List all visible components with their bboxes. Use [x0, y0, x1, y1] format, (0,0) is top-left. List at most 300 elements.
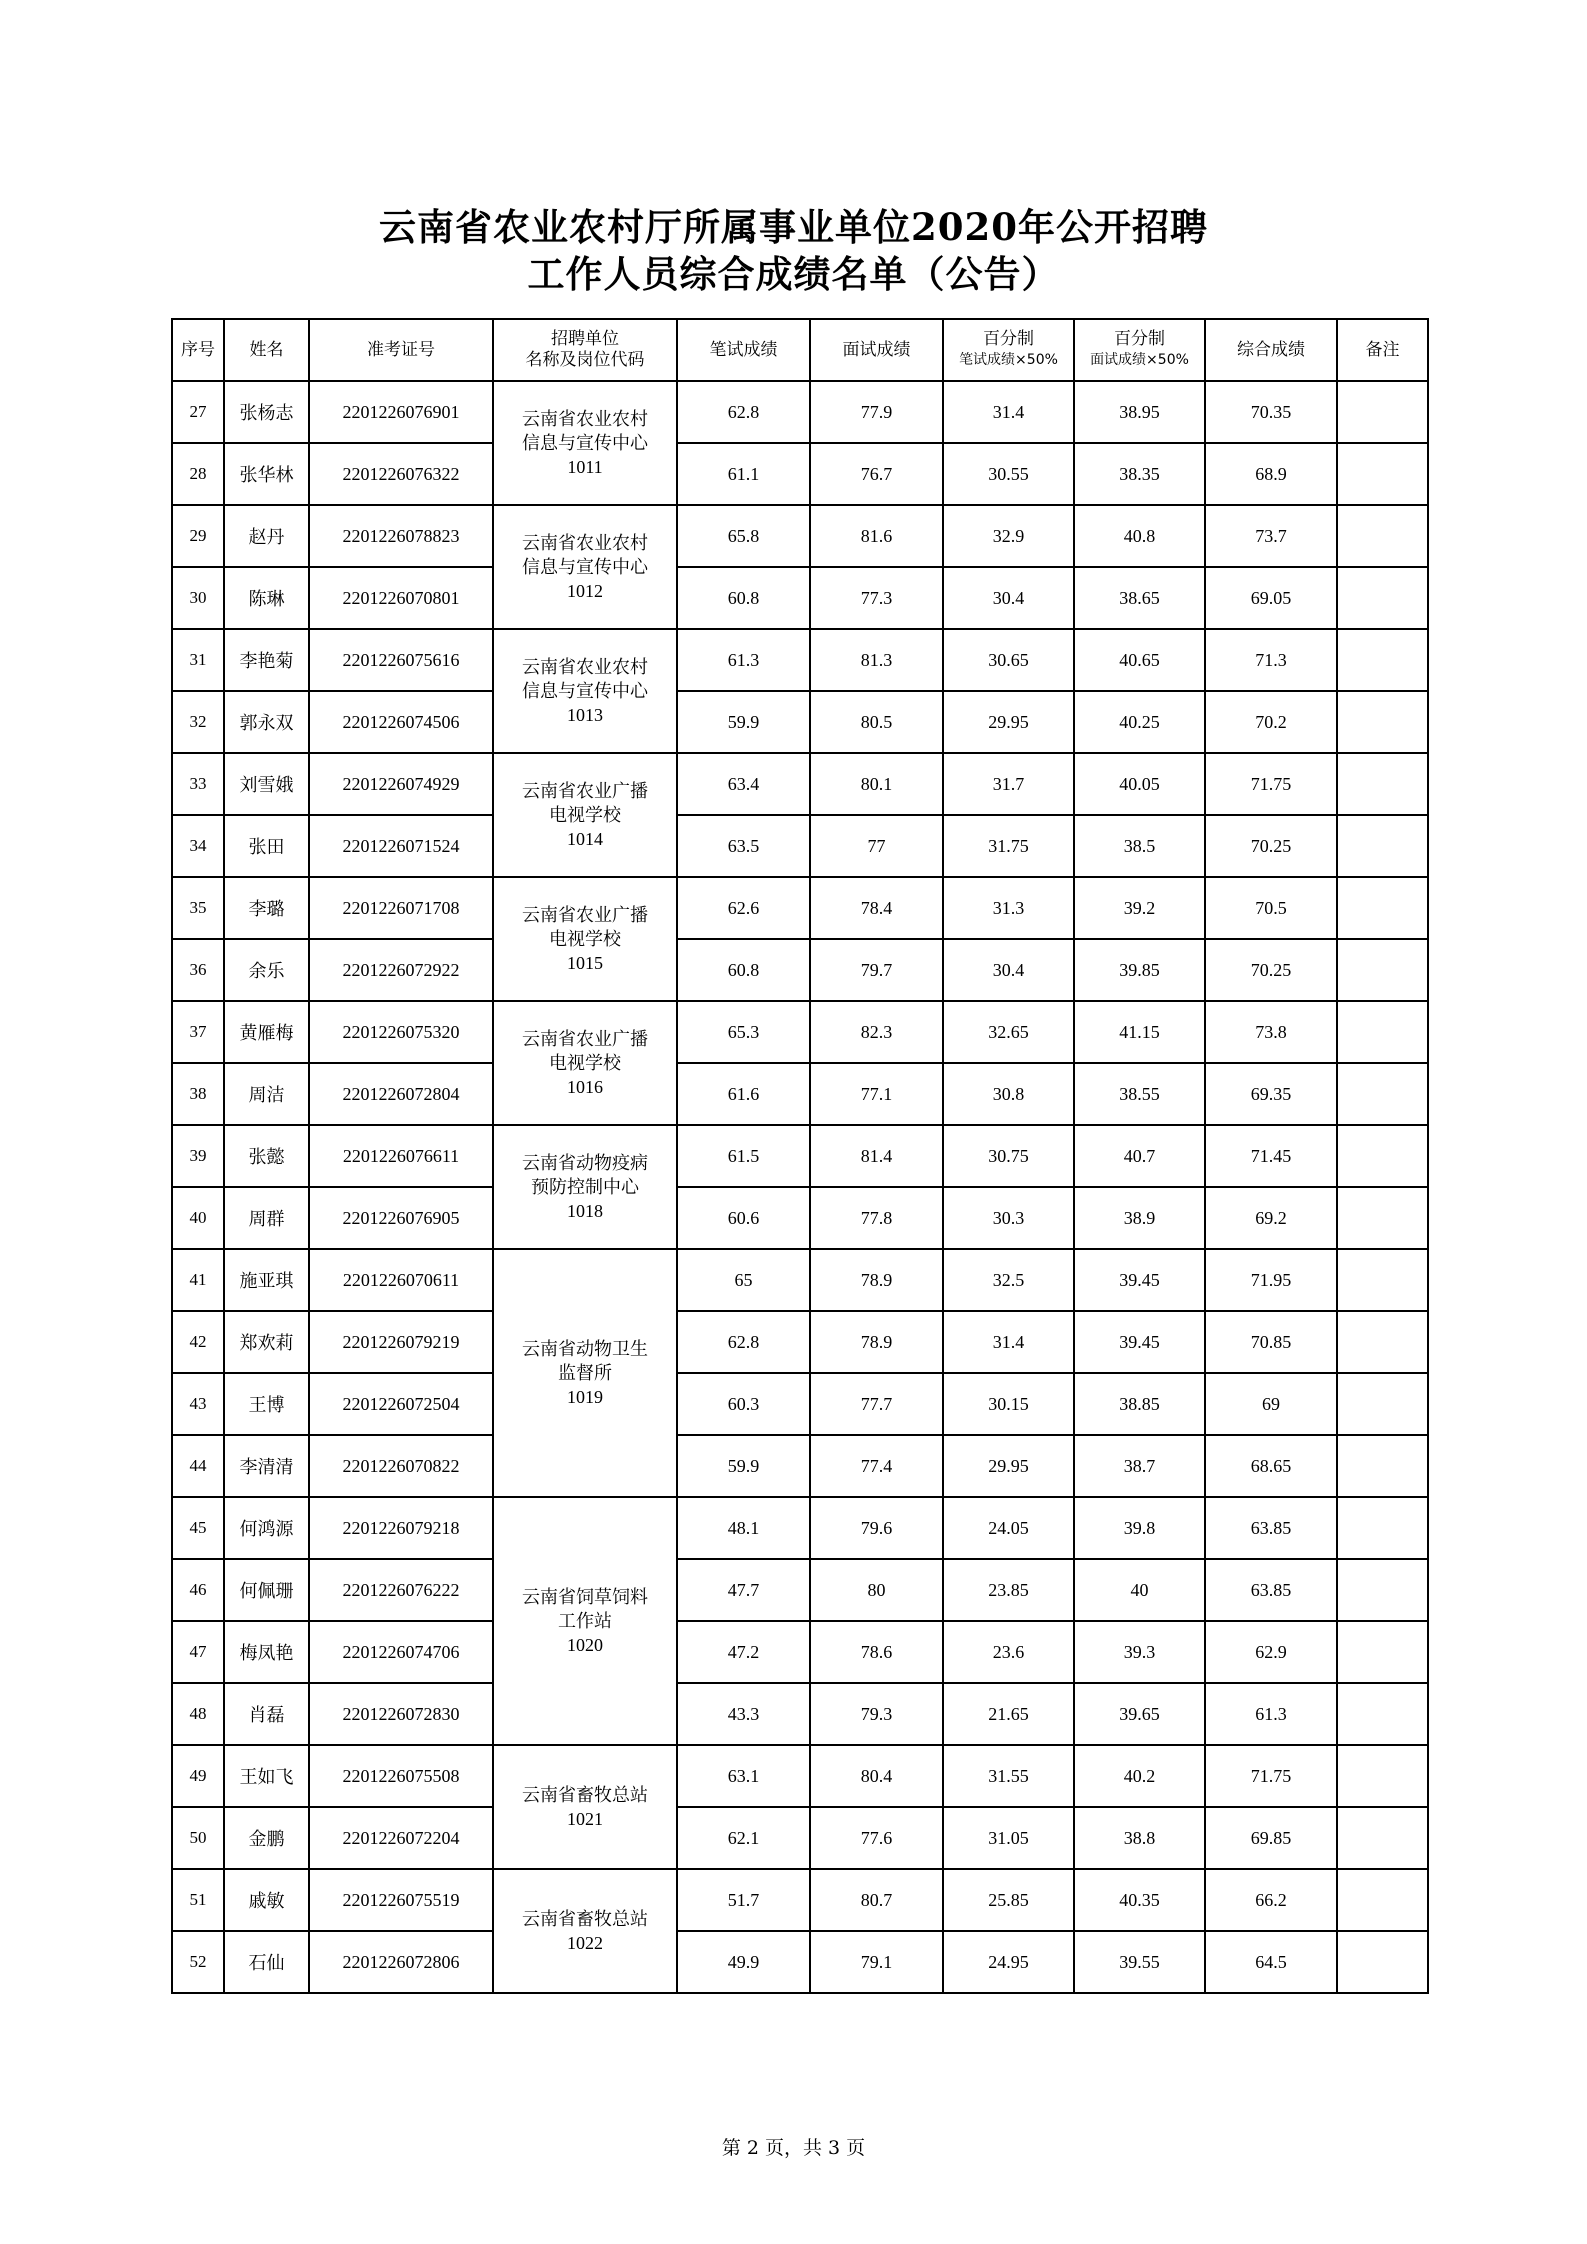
total-score-cell: 70.25 [1205, 939, 1337, 1001]
total-score-cell: 73.7 [1205, 505, 1337, 567]
total-score-cell: 71.75 [1205, 1745, 1337, 1807]
total-score-cell: 68.65 [1205, 1435, 1337, 1497]
written-pct-cell: 30.65 [943, 629, 1074, 691]
unit-line: 云南省农业广播 [522, 1029, 648, 1049]
exam-no-cell: 2201226076901 [309, 381, 493, 443]
written-pct-cell: 30.15 [943, 1373, 1074, 1435]
interview-score-cell: 81.3 [810, 629, 943, 691]
seq-cell: 49 [172, 1745, 224, 1807]
total-score-cell: 69 [1205, 1373, 1337, 1435]
written-pct-cell: 30.4 [943, 567, 1074, 629]
remark-cell [1337, 815, 1428, 877]
remark-cell [1337, 1125, 1428, 1187]
written-score-cell: 65 [677, 1249, 810, 1311]
interview-pct-cell: 38.55 [1074, 1063, 1205, 1125]
remark-cell [1337, 1311, 1428, 1373]
interview-pct-cell: 38.65 [1074, 567, 1205, 629]
seq-cell: 48 [172, 1683, 224, 1745]
interview-pct-cell: 40.8 [1074, 505, 1205, 567]
table-row [172, 815, 1428, 877]
interview-pct-cell: 39.2 [1074, 877, 1205, 939]
interview-score-cell: 80.5 [810, 691, 943, 753]
seq-cell: 46 [172, 1559, 224, 1621]
name-cell: 戚敏 [224, 1869, 309, 1931]
header-seq: 序号 [172, 319, 224, 381]
remark-cell [1337, 1063, 1428, 1125]
written-score-cell: 62.8 [677, 381, 810, 443]
interview-pct-cell: 39.8 [1074, 1497, 1205, 1559]
written-score-cell: 63.5 [677, 815, 810, 877]
written-score-cell: 49.9 [677, 1931, 810, 1993]
written-score-cell: 65.3 [677, 1001, 810, 1063]
written-pct-cell: 31.05 [943, 1807, 1074, 1869]
interview-pct-cell: 38.5 [1074, 815, 1205, 877]
name-cell: 施亚琪 [224, 1249, 309, 1311]
written-score-cell: 61.5 [677, 1125, 810, 1187]
written-pct-cell: 30.8 [943, 1063, 1074, 1125]
interview-pct-cell: 41.15 [1074, 1001, 1205, 1063]
interview-pct-cell: 39.65 [1074, 1683, 1205, 1745]
interview-score-cell: 79.3 [810, 1683, 943, 1745]
exam-no-cell: 2201226076222 [309, 1559, 493, 1621]
total-score-cell: 68.9 [1205, 443, 1337, 505]
remark-cell [1337, 691, 1428, 753]
written-score-cell: 60.3 [677, 1373, 810, 1435]
unit-line: 预防控制中心 [531, 1177, 639, 1197]
unit-line: 云南省农业农村 [522, 533, 648, 553]
total-score-cell: 71.75 [1205, 753, 1337, 815]
total-score-cell: 69.35 [1205, 1063, 1337, 1125]
interview-pct-cell: 40.2 [1074, 1745, 1205, 1807]
interview-score-cell: 76.7 [810, 443, 943, 505]
unit-line: 1018 [567, 1201, 603, 1221]
written-score-cell: 62.1 [677, 1807, 810, 1869]
unit-line: 1016 [567, 1077, 603, 1097]
unit-line: 电视学校 [549, 929, 621, 949]
table-row [172, 443, 1428, 505]
interview-score-cell: 77.4 [810, 1435, 943, 1497]
table-row [172, 1807, 1428, 1869]
remark-cell [1337, 939, 1428, 1001]
remark-cell [1337, 1249, 1428, 1311]
seq-cell: 44 [172, 1435, 224, 1497]
interview-score-cell: 78.6 [810, 1621, 943, 1683]
interview-score-cell: 79.1 [810, 1931, 943, 1993]
interview-score-cell: 78.9 [810, 1311, 943, 1373]
total-score-cell: 71.3 [1205, 629, 1337, 691]
exam-no-cell: 2201226076322 [309, 443, 493, 505]
interview-score-cell: 77.3 [810, 567, 943, 629]
table-row [172, 1683, 1428, 1745]
table-row [172, 877, 1428, 939]
unit-line: 云南省畜牧总站 [522, 1909, 648, 1929]
written-pct-cell: 21.65 [943, 1683, 1074, 1745]
name-cell: 何佩珊 [224, 1559, 309, 1621]
total-score-cell: 70.2 [1205, 691, 1337, 753]
seq-cell: 36 [172, 939, 224, 1001]
seq-cell: 43 [172, 1373, 224, 1435]
written-score-cell: 59.9 [677, 1435, 810, 1497]
exam-no-cell: 2201226072804 [309, 1063, 493, 1125]
interview-pct-cell: 38.9 [1074, 1187, 1205, 1249]
name-cell: 李艳菊 [224, 629, 309, 691]
total-score-cell: 70.25 [1205, 815, 1337, 877]
unit-line: 电视学校 [549, 1053, 621, 1073]
unit-line: 云南省农业农村 [522, 657, 648, 677]
written-pct-cell: 32.9 [943, 505, 1074, 567]
name-cell: 王博 [224, 1373, 309, 1435]
seq-cell: 40 [172, 1187, 224, 1249]
interview-pct-cell: 40.7 [1074, 1125, 1205, 1187]
interview-score-cell: 82.3 [810, 1001, 943, 1063]
seq-cell: 45 [172, 1497, 224, 1559]
total-score-cell: 64.5 [1205, 1931, 1337, 1993]
written-pct-cell: 30.75 [943, 1125, 1074, 1187]
written-pct-cell: 31.4 [943, 1311, 1074, 1373]
written-pct-cell: 31.55 [943, 1745, 1074, 1807]
seq-cell: 38 [172, 1063, 224, 1125]
table-row [172, 1869, 1428, 1931]
name-cell: 余乐 [224, 939, 309, 1001]
remark-cell [1337, 629, 1428, 691]
unit-line: 信息与宣传中心 [522, 557, 648, 577]
written-pct-cell: 31.75 [943, 815, 1074, 877]
interview-score-cell: 80.7 [810, 1869, 943, 1931]
name-cell: 陈琳 [224, 567, 309, 629]
table-row [172, 1497, 1428, 1559]
written-score-cell: 65.8 [677, 505, 810, 567]
table-row [172, 1373, 1428, 1435]
interview-pct-cell: 40.05 [1074, 753, 1205, 815]
page-title-line2: 工作人员综合成绩名单（公告） [527, 252, 1060, 296]
table-row [172, 1125, 1428, 1187]
written-pct-cell: 30.3 [943, 1187, 1074, 1249]
table-row [172, 1187, 1428, 1249]
seq-cell: 42 [172, 1311, 224, 1373]
exam-no-cell: 2201226075508 [309, 1745, 493, 1807]
remark-cell [1337, 1559, 1428, 1621]
seq-cell: 29 [172, 505, 224, 567]
name-cell: 王如飞 [224, 1745, 309, 1807]
interview-score-cell: 80.4 [810, 1745, 943, 1807]
table-row [172, 1001, 1428, 1063]
unit-line: 1013 [567, 705, 603, 725]
exam-no-cell: 2201226072806 [309, 1931, 493, 1993]
exam-no-cell: 2201226074706 [309, 1621, 493, 1683]
name-cell: 李璐 [224, 877, 309, 939]
unit-line: 1014 [567, 829, 603, 849]
unit-line: 监督所 [558, 1363, 612, 1383]
unit-line: 1020 [567, 1635, 603, 1655]
unit-cell [493, 1249, 677, 1497]
header-interview-pct-line1: 百分制 [1114, 329, 1165, 349]
header-total: 综合成绩 [1205, 319, 1337, 381]
name-cell: 何鸿源 [224, 1497, 309, 1559]
remark-cell [1337, 1373, 1428, 1435]
exam-no-cell: 2201226075519 [309, 1869, 493, 1931]
page-title-line1: 云南省农业农村厅所属事业单位2020年公开招聘 [379, 205, 1208, 249]
written-score-cell: 62.6 [677, 877, 810, 939]
name-cell: 张田 [224, 815, 309, 877]
written-pct-cell: 30.55 [943, 443, 1074, 505]
unit-line: 1012 [567, 581, 603, 601]
written-score-cell: 62.8 [677, 1311, 810, 1373]
table-row [172, 1559, 1428, 1621]
written-score-cell: 63.4 [677, 753, 810, 815]
interview-score-cell: 81.6 [810, 505, 943, 567]
total-score-cell: 70.5 [1205, 877, 1337, 939]
total-score-cell: 66.2 [1205, 1869, 1337, 1931]
name-cell: 张懿 [224, 1125, 309, 1187]
exam-no-cell: 2201226070611 [309, 1249, 493, 1311]
remark-cell [1337, 567, 1428, 629]
unit-cell [493, 877, 677, 1001]
unit-line: 1019 [567, 1387, 603, 1407]
remark-cell [1337, 1745, 1428, 1807]
unit-cell [493, 505, 677, 629]
written-pct-cell: 23.6 [943, 1621, 1074, 1683]
unit-line: 云南省农业农村 [522, 409, 648, 429]
name-cell: 张华林 [224, 443, 309, 505]
total-score-cell: 71.95 [1205, 1249, 1337, 1311]
header-unit-line1: 招聘单位 [551, 329, 619, 349]
written-pct-cell: 29.95 [943, 691, 1074, 753]
header-written-pct-line2: 笔试成绩×50% [959, 352, 1058, 368]
written-pct-cell: 24.95 [943, 1931, 1074, 1993]
written-pct-cell: 24.05 [943, 1497, 1074, 1559]
written-score-cell: 51.7 [677, 1869, 810, 1931]
seq-cell: 27 [172, 381, 224, 443]
name-cell: 周群 [224, 1187, 309, 1249]
total-score-cell: 69.85 [1205, 1807, 1337, 1869]
seq-cell: 33 [172, 753, 224, 815]
unit-line: 云南省农业广播 [522, 781, 648, 801]
total-score-cell: 69.05 [1205, 567, 1337, 629]
written-pct-cell: 31.7 [943, 753, 1074, 815]
table-row [172, 1931, 1428, 1993]
unit-cell [493, 1001, 677, 1125]
interview-pct-cell: 38.7 [1074, 1435, 1205, 1497]
exam-no-cell: 2201226074506 [309, 691, 493, 753]
table-row [172, 1435, 1428, 1497]
total-score-cell: 70.35 [1205, 381, 1337, 443]
remark-cell [1337, 381, 1428, 443]
seq-cell: 41 [172, 1249, 224, 1311]
written-score-cell: 60.8 [677, 567, 810, 629]
total-score-cell: 61.3 [1205, 1683, 1337, 1745]
score-table-body [172, 381, 1428, 1993]
remark-cell [1337, 1931, 1428, 1993]
seq-cell: 47 [172, 1621, 224, 1683]
seq-cell: 35 [172, 877, 224, 939]
exam-no-cell: 2201226070822 [309, 1435, 493, 1497]
written-pct-cell: 30.4 [943, 939, 1074, 1001]
header-row [172, 319, 1428, 381]
written-score-cell: 47.7 [677, 1559, 810, 1621]
total-score-cell: 73.8 [1205, 1001, 1337, 1063]
written-pct-cell: 32.5 [943, 1249, 1074, 1311]
interview-pct-cell: 38.85 [1074, 1373, 1205, 1435]
remark-cell [1337, 1435, 1428, 1497]
page-footer: 第 2 页，共 3 页 [721, 2137, 866, 2159]
table-row [172, 1311, 1428, 1373]
table-row [172, 381, 1428, 443]
unit-line: 电视学校 [549, 805, 621, 825]
interview-score-cell: 77.6 [810, 1807, 943, 1869]
table-row [172, 1745, 1428, 1807]
remark-cell [1337, 1683, 1428, 1745]
interview-score-cell: 81.4 [810, 1125, 943, 1187]
score-table [171, 318, 1429, 1994]
remark-cell [1337, 877, 1428, 939]
exam-no-cell: 2201226076905 [309, 1187, 493, 1249]
header-remark: 备注 [1337, 319, 1428, 381]
seq-cell: 30 [172, 567, 224, 629]
remark-cell [1337, 1807, 1428, 1869]
seq-cell: 51 [172, 1869, 224, 1931]
unit-line: 1011 [567, 457, 603, 477]
exam-no-cell: 2201226070801 [309, 567, 493, 629]
written-pct-cell: 29.95 [943, 1435, 1074, 1497]
written-pct-cell: 31.4 [943, 381, 1074, 443]
written-pct-cell: 32.65 [943, 1001, 1074, 1063]
interview-score-cell: 77.7 [810, 1373, 943, 1435]
written-score-cell: 60.8 [677, 939, 810, 1001]
interview-pct-cell: 38.8 [1074, 1807, 1205, 1869]
exam-no-cell: 2201226072204 [309, 1807, 493, 1869]
total-score-cell: 71.45 [1205, 1125, 1337, 1187]
name-cell: 张杨志 [224, 381, 309, 443]
seq-cell: 50 [172, 1807, 224, 1869]
remark-cell [1337, 1869, 1428, 1931]
interview-pct-cell: 39.55 [1074, 1931, 1205, 1993]
interview-pct-cell: 39.45 [1074, 1249, 1205, 1311]
seq-cell: 37 [172, 1001, 224, 1063]
interview-score-cell: 80 [810, 1559, 943, 1621]
interview-score-cell: 77.1 [810, 1063, 943, 1125]
name-cell: 金鹏 [224, 1807, 309, 1869]
unit-cell [493, 381, 677, 505]
remark-cell [1337, 753, 1428, 815]
table-row [172, 1249, 1428, 1311]
name-cell: 郑欢莉 [224, 1311, 309, 1373]
written-score-cell: 43.3 [677, 1683, 810, 1745]
unit-cell [493, 1125, 677, 1249]
interview-pct-cell: 40.25 [1074, 691, 1205, 753]
header-interview-pct [1074, 319, 1205, 381]
name-cell: 黄雁梅 [224, 1001, 309, 1063]
header-name: 姓名 [224, 319, 309, 381]
interview-score-cell: 77.9 [810, 381, 943, 443]
interview-pct-cell: 39.3 [1074, 1621, 1205, 1683]
table-row [172, 567, 1428, 629]
exam-no-cell: 2201226078823 [309, 505, 493, 567]
header-written-pct [943, 319, 1074, 381]
interview-score-cell: 79.7 [810, 939, 943, 1001]
table-row [172, 629, 1428, 691]
name-cell: 李清清 [224, 1435, 309, 1497]
total-score-cell: 70.85 [1205, 1311, 1337, 1373]
interview-score-cell: 80.1 [810, 753, 943, 815]
table-row [172, 939, 1428, 1001]
header-interview: 面试成绩 [810, 319, 943, 381]
header-written: 笔试成绩 [677, 319, 810, 381]
interview-pct-cell: 39.45 [1074, 1311, 1205, 1373]
unit-line: 信息与宣传中心 [522, 681, 648, 701]
written-score-cell: 61.6 [677, 1063, 810, 1125]
remark-cell [1337, 1497, 1428, 1559]
interview-pct-cell: 40.35 [1074, 1869, 1205, 1931]
remark-cell [1337, 505, 1428, 567]
exam-no-cell: 2201226072922 [309, 939, 493, 1001]
remark-cell [1337, 1621, 1428, 1683]
seq-cell: 39 [172, 1125, 224, 1187]
exam-no-cell: 2201226072504 [309, 1373, 493, 1435]
written-score-cell: 59.9 [677, 691, 810, 753]
written-score-cell: 47.2 [677, 1621, 810, 1683]
exam-no-cell: 2201226072830 [309, 1683, 493, 1745]
seq-cell: 31 [172, 629, 224, 691]
total-score-cell: 69.2 [1205, 1187, 1337, 1249]
written-score-cell: 63.1 [677, 1745, 810, 1807]
name-cell: 郭永双 [224, 691, 309, 753]
unit-line: 云南省动物卫生 [522, 1339, 648, 1359]
table-row [172, 1063, 1428, 1125]
exam-no-cell: 2201226074929 [309, 753, 493, 815]
header-unit-line2: 名称及岗位代码 [525, 350, 645, 370]
interview-pct-cell: 38.35 [1074, 443, 1205, 505]
exam-no-cell: 2201226071524 [309, 815, 493, 877]
remark-cell [1337, 1187, 1428, 1249]
name-cell: 赵丹 [224, 505, 309, 567]
table-row [172, 691, 1428, 753]
unit-line: 云南省动物疫病 [522, 1153, 648, 1173]
unit-line: 1021 [567, 1809, 603, 1829]
exam-no-cell: 2201226079218 [309, 1497, 493, 1559]
exam-no-cell: 2201226071708 [309, 877, 493, 939]
table-row [172, 505, 1428, 567]
remark-cell [1337, 443, 1428, 505]
unit-line: 云南省饲草饲料 [522, 1587, 648, 1607]
unit-line: 1015 [567, 953, 603, 973]
interview-score-cell: 78.9 [810, 1249, 943, 1311]
written-score-cell: 48.1 [677, 1497, 810, 1559]
name-cell: 石仙 [224, 1931, 309, 1993]
seq-cell: 52 [172, 1931, 224, 1993]
name-cell: 肖磊 [224, 1683, 309, 1745]
interview-pct-cell: 40 [1074, 1559, 1205, 1621]
interview-score-cell: 78.4 [810, 877, 943, 939]
name-cell: 周洁 [224, 1063, 309, 1125]
name-cell: 刘雪娥 [224, 753, 309, 815]
unit-line: 云南省农业广播 [522, 905, 648, 925]
exam-no-cell: 2201226079219 [309, 1311, 493, 1373]
unit-line: 1022 [567, 1933, 603, 1953]
unit-cell [493, 1497, 677, 1745]
unit-cell [493, 1745, 677, 1869]
interview-score-cell: 77.8 [810, 1187, 943, 1249]
interview-pct-cell: 40.65 [1074, 629, 1205, 691]
total-score-cell: 63.85 [1205, 1559, 1337, 1621]
header-exam-no: 准考证号 [309, 319, 493, 381]
header-unit [493, 319, 677, 381]
written-score-cell: 61.3 [677, 629, 810, 691]
unit-line: 云南省畜牧总站 [522, 1785, 648, 1805]
seq-cell: 34 [172, 815, 224, 877]
unit-cell [493, 1869, 677, 1993]
unit-line: 工作站 [558, 1611, 612, 1631]
written-pct-cell: 23.85 [943, 1559, 1074, 1621]
